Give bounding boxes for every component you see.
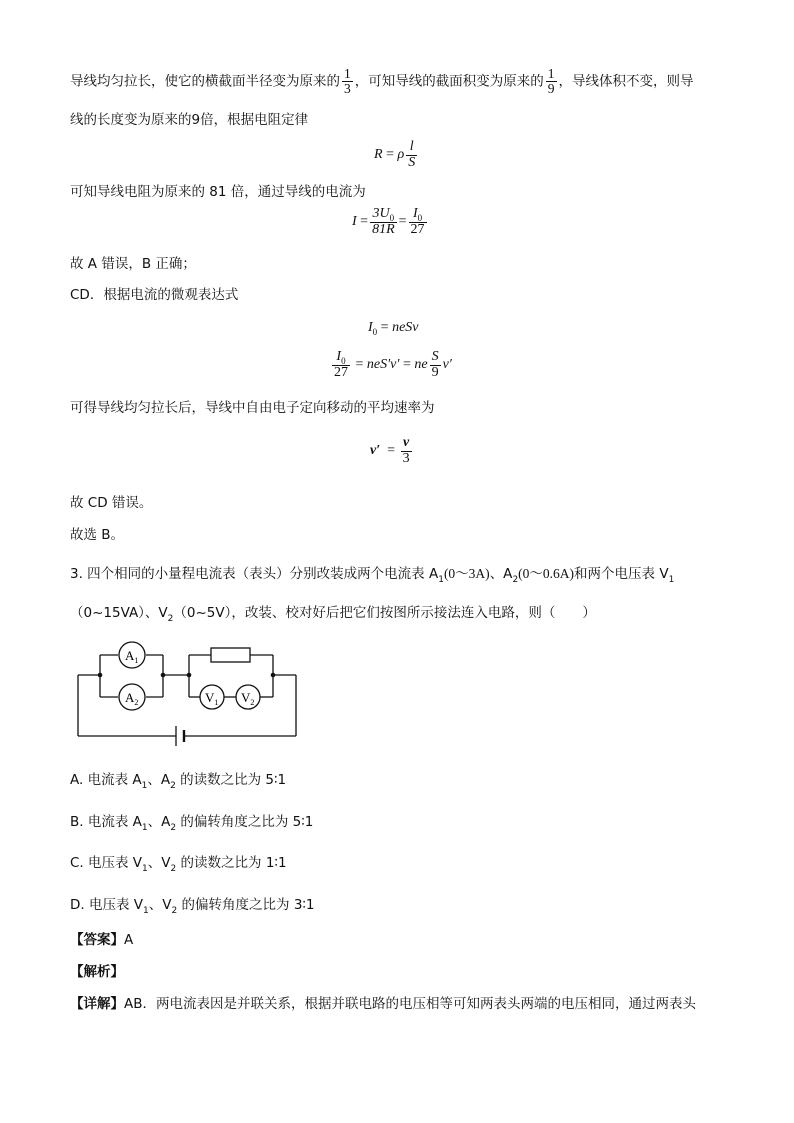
paragraph-4: 故 A 错误，B 正确； bbox=[70, 256, 196, 272]
resistor bbox=[211, 648, 250, 662]
paragraph-2: 线的长度变为原来的9倍，根据电阻定律 bbox=[70, 112, 309, 128]
junction-dot bbox=[271, 673, 276, 678]
paragraph-6: 可得导线均匀拉长后，导线中自由电子定向移动的平均速率为 bbox=[70, 400, 435, 416]
junction-dot bbox=[161, 673, 166, 678]
equation-drift-velocity: v′ = $\frac{v}{3}$ bbox=[370, 435, 410, 466]
junction-dot bbox=[187, 673, 192, 678]
fraction-one-third: $\frac{1}{3}$ bbox=[344, 66, 351, 97]
paragraph-3: 可知导线电阻为原来的 81 倍，通过导线的电流为 bbox=[70, 184, 366, 200]
ammeter-a1 bbox=[119, 642, 145, 668]
equation-resistance-law: R = ρ $\frac{l}{S}$ bbox=[374, 139, 416, 170]
svg-text:V1: $V_1$ bbox=[205, 690, 219, 707]
text: 导线均匀拉长，使它的横截面半径变为原来的 bbox=[70, 73, 340, 90]
paragraph-5: CD．根据电流的微观表达式 bbox=[70, 287, 239, 303]
question-3-line-1: 3. 四个相同的小量程电流表（表头）分别改装成两个电流表 $A_1(0\sim 3A)$、$A_2(0\sim 0.6A)$和两个电压表 $V_1$ bbox=[70, 566, 675, 585]
ammeter-a2 bbox=[119, 684, 145, 710]
svg-text:A1: $A_1$ bbox=[125, 648, 139, 665]
option-d[interactable]: D. 电压表 $V_1$、$V_2$ 的偏转角度之比为 3∶1 bbox=[70, 897, 315, 916]
text: ，导线体积不变，则导 bbox=[558, 73, 694, 90]
circuit-diagram bbox=[70, 636, 310, 751]
text: ，可知导线的截面积变为原来的 bbox=[354, 73, 544, 90]
equation-current: I = $\frac{3U_0}{81R}$ = $\frac{I_0}{27}$ bbox=[352, 206, 425, 237]
analysis-label: 【解析】 bbox=[70, 964, 124, 980]
option-a[interactable]: A. 电流表 $A_1$、$A_2$ 的读数之比为 5∶1 bbox=[70, 772, 287, 791]
paragraph-1 bbox=[70, 67, 694, 96]
voltmeter-v1 bbox=[200, 685, 224, 709]
detail: 【详解】AB．两电流表因是并联关系，根据并联电路的电压相等可知两表头两端的电压相同，通过两表头 bbox=[70, 996, 696, 1012]
question-3-line-2: （0~15VA）、$V_2(0\sim 5V)$，改装、校对好后把它们按图所示接法连入电路，则（ ） bbox=[70, 605, 596, 624]
svg-text:V2: $V_2$ bbox=[241, 690, 255, 707]
paragraph-8: 故选 B。 bbox=[70, 527, 125, 543]
fraction-one-ninth: $\frac{1}{9}$ bbox=[547, 66, 555, 97]
voltmeter-v2 bbox=[236, 685, 260, 709]
option-b[interactable]: B. 电流表 $A_1$、$A_2$ 的偏转角度之比为 5∶1 bbox=[70, 814, 314, 833]
paragraph-7: 故 CD 错误。 bbox=[70, 495, 153, 511]
svg-text:A2: $A_2$ bbox=[125, 690, 139, 707]
option-c[interactable]: C. 电压表 $V_1$、$V_2$ 的读数之比为 1∶1 bbox=[70, 855, 287, 874]
equation-micro-current-stretched: $\frac{I_0}{27}$ = neS′v′ = ne $\frac{S}{9}$ v′ bbox=[334, 349, 452, 380]
answer: 【答案】A bbox=[70, 932, 134, 948]
junction-dot bbox=[98, 673, 103, 678]
equation-micro-current: I 0 = neSv bbox=[368, 320, 419, 337]
